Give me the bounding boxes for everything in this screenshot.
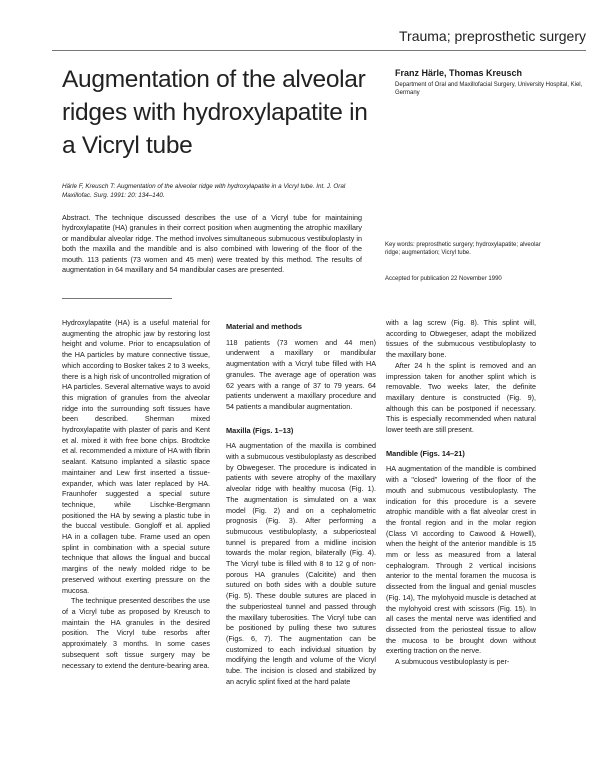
authors: Franz Härle, Thomas Kreusch: [395, 68, 523, 78]
section-heading-maxilla: Maxilla (Figs. 1–13): [226, 425, 294, 435]
article-title: Augmentation of the alveolar ridges with hydroxylapatite in a Vicryl tube: [62, 66, 368, 159]
section-heading-mandible: Mandible (Figs. 14–21): [386, 448, 465, 458]
methods-paragraph: 118 patients (73 women and 44 men) underwent a maxillary or mandibular augmentation with a Vicryl tube filled with HA granules. The average age of operation was 62 years with a range of 37 to 79 years. 64 patients underwent a maxillary procedure and 54 patients a mandibular augmentation.: [226, 337, 376, 411]
section-label: Trauma; preprosthetic surgery: [399, 28, 586, 44]
intro-paragraph: Hydroxylapatite (HA) is a useful material for augmenting the atrophic jaw by restoring lost height and volume. Prior to encapsulation of the HA particles by mature connective tissue, which according to Bosker takes 2 to 3 weeks, there is a high risk of uncontrolled migration of HA particles. Several alternative ways to avoid this migration of granules from the alveolar ridge into the surrounding soft tissues have been described. Sherman mixed hydroxylapatite with plaster of paris and Kent et al. mixed it with free bone chips. Brodtcke et al. recommended a mixture of HA with fibrin sealant. Katsuno implanted a silastic space maintainer and Lew first inserted a tissue-expander, which was later replaced by HA. Fraunhofer suggested a special suture technique, while Lischke-Bergmann positioned the HA by sewing a plastic tube in the buccal vestibule. Gongloff et al. applied HA in a collagen tube. Frame used an open splint in combination with a special suture technique that allows the lingual and buccal margins of the newly molded ridge to be preserved without exerting pressure on the mucosa.: [62, 318, 210, 595]
splint-paragraph: After 24 h the splint is removed and an impression taken for another splint which is removable. Two weeks later, the definite maxillary denture is constructed (Fig. 9), although this can be postponed if necessary. This is especially recommended when natural lower teeth are still present.: [386, 360, 536, 435]
body-column-2: [226, 322, 376, 688]
accepted-date: Accepted for publication 22 November 1990: [385, 276, 502, 282]
maxilla-paragraph: HA augmentation of the maxilla is combined with a submucous vestibuloplasty as described by Obwegeser. The procedure is indicated in patients with severe atrophy of the maxillary alveolar ridge with healthy mucosa (Fig. 1). The augmentation is simulated on a wax model (Fig. 2) and on a cephalometric prognosis (Fig. 3). After performing a submucous vestibuloplasty, a subperiosteal tunnel is prepared from a midline incision towards the molar region, bilaterally (Fig. 4). The Vicryl tube is filled with 8 to 12 g of non-porous HA granules (Calcitite) and then sutured on both sides with a double suture (Fig. 5). These double sutures are placed in the subperiosteal tunnel and passed through the maxillary tuberosities. The Vicryl tube can be positioned by pulling these two sutures (Figs. 6, 7). The augmentation can be customized to each individual situation by modifying the length and volume of the Vicryl tube. The incision is closed and stabilized by an acrylic splint fixed at the hard palate: [226, 441, 376, 686]
header-divider: [52, 50, 586, 51]
abstract-divider: [62, 298, 172, 299]
section-heading-methods: Material and methods: [226, 322, 302, 331]
technique-paragraph: The technique presented describes the use of a Vicryl tube as proposed by Kreusch to maintain the HA granules in the desired position. The Vicryl tube resorbs after approximately 3 months. In some cases subsequent soft tissue surgery may be necessary to extend the denture-bearing area.: [62, 596, 210, 670]
abstract: Abstract. The technique discussed describes the use of a Vicryl tube for maintaining hydroxylapatite (HA) granules in their correct position when augmenting the atrophic maxillary or mandibular alveolar ridge. The method involves simultaneous submucous vestibuloplasty in both the maxilla and the mandible and is also combined with lowering of the floor of the mouth. 113 patients (73 women and 45 men) were treated by this method. The results of augmentation in 64 maxillary and 54 mandibular cases are presented.: [62, 213, 362, 275]
affiliation: Department of Oral and Maxillofacial Surgery, University Hospital, Kiel, Germany: [395, 82, 583, 96]
maxilla-continued-paragraph: with a lag screw (Fig. 8). This splint will, according to Obwegeser, adapt the mobilized tissues of the submucous vestibuloplasty to the maxillary bone.: [386, 318, 536, 360]
mandible-paragraph: HA augmentation of the mandible is combined with a "closed" lowering of the floor of the mouth and submucous vestibuloplasty. The indication for this procedure is a severe atrophic mandible with a flat alveolar crest in the frontal region and in the molar region (Class VI according to Cawood & Howell), when the height of the anterior mandible is 15 mm or less as measured from a lateral cephalogram. Through 2 vertical incisions anterior to the mental foramen the mucosa is dissected from the lingual and genial muscles (Fig. 14), The mylohyoid muscle is detached at the mylohyoid crest with scissors (Fig. 15). In all cases the mental nerve was identified and dissected from the periosteal tissue to allow the mucosa to be brought down without exerting traction on the nerve.: [386, 464, 536, 656]
body-column-3: [386, 318, 536, 668]
vestibuloplasty-paragraph: A submucous vestibuloplasty is per-: [395, 657, 510, 667]
body-column-1: [62, 318, 210, 671]
citation: Härle F, Kreusch T: Augmentation of the alveolar ridge with hydroxylapatite in a Vicryl tube. Int. J. Oral Maxillofac. Surg. 1991: 20: 134–140.: [62, 183, 346, 199]
keywords: Key words: preprosthetic surgery; hydroxylapatite; alveolar ridge; augmentation; Vicryl tube.: [385, 242, 541, 256]
